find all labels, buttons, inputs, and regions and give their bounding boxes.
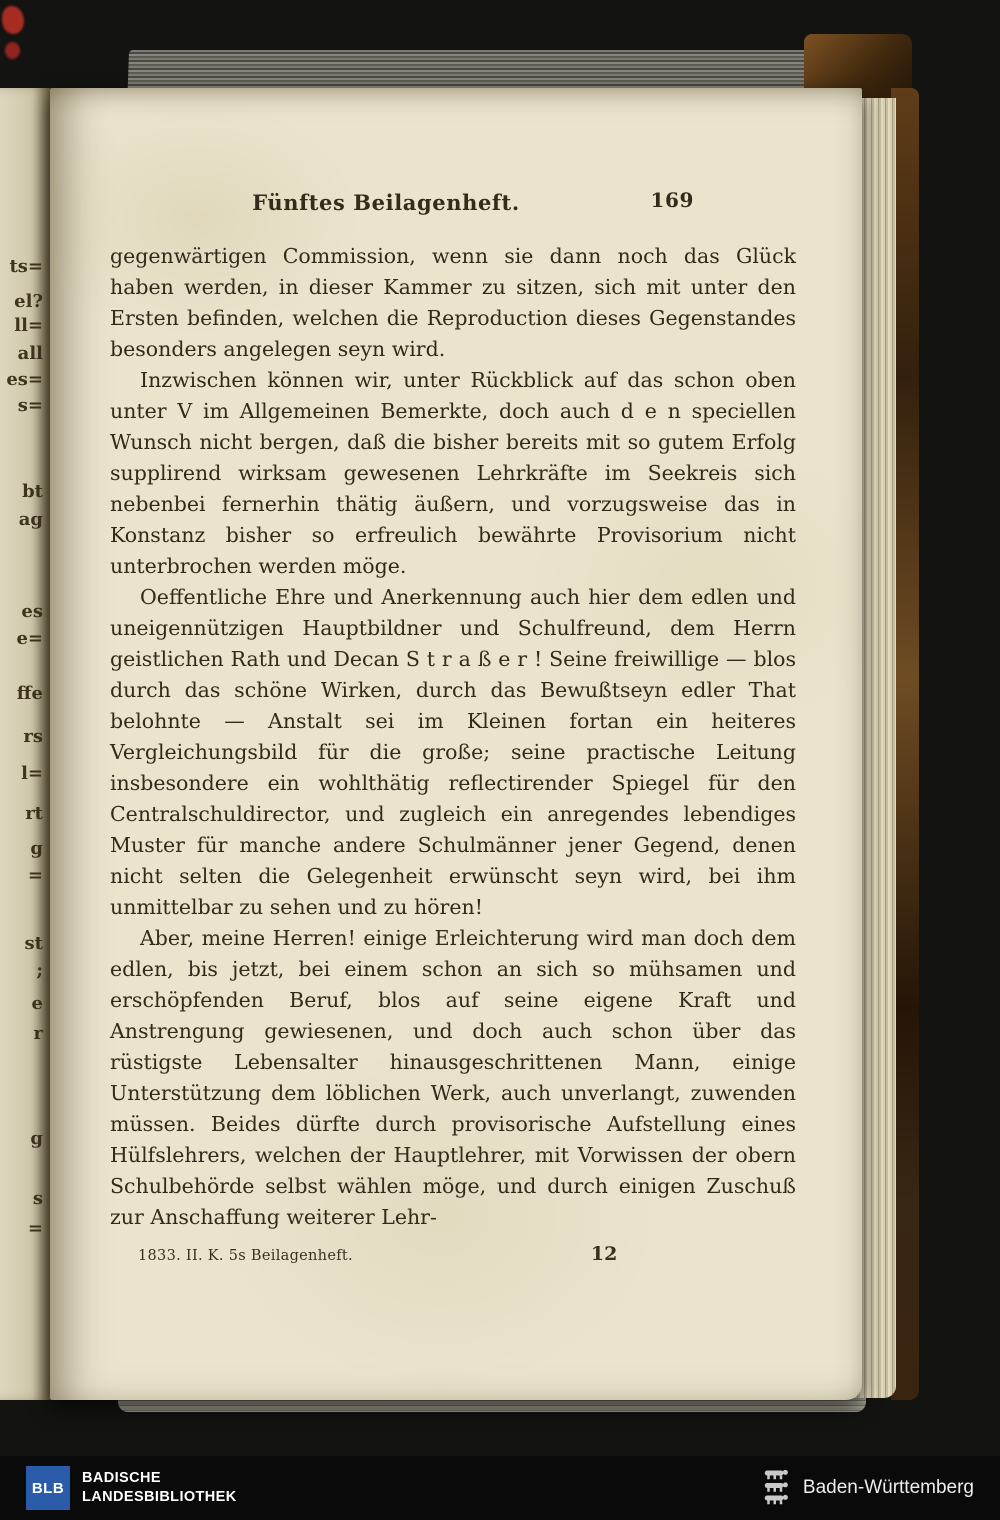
cutoff-text-fragment: ts= [9, 256, 43, 277]
cutoff-text-fragment: g [30, 838, 43, 859]
page-paragraph: Inzwischen können wir, unter Rückblick auf das schon oben unter V im Allgemeinen Bemerkte, doch auch d e n speciellen Wunsch nicht bergen, daß die bisher bereits mit so gutem Erfolg supplirend wirksam gewesenen Lehrkräfte im Seekreis sich nebenbei fernerhin thätig äußern, und vorzugsweise das in Konstanz bisher so erfreulich bewährte Provisorium nicht unterbrochen werden möge. [110, 368, 796, 578]
cutoff-text-fragment: ll= [14, 315, 43, 336]
cutoff-text-fragment: s [32, 1188, 43, 1209]
printer-signature: 1833. II. K. 5s Beilagenheft. [138, 1248, 353, 1264]
cutoff-text-fragment: g [30, 1128, 43, 1149]
book-page [50, 88, 862, 1400]
cutoff-text-fragment: rt [25, 803, 43, 824]
state-identity [761, 1468, 974, 1508]
cutoff-text-fragment: es [21, 601, 43, 622]
library-branding-bar [0, 1456, 1000, 1520]
library-name [82, 1469, 237, 1507]
page-text-block [50, 215, 862, 1233]
facing-page-sliver [0, 88, 50, 1400]
cutoff-text-fragment: s= [17, 395, 43, 416]
cutoff-text-fragment: = [27, 1218, 43, 1239]
cutoff-text-fragment: ; [36, 960, 43, 981]
sheet-number: 12 [590, 1243, 618, 1265]
library-name-line1: BADISCHE [82, 1470, 161, 1487]
cutoff-text-fragment: e [31, 993, 43, 1014]
cutoff-text-fragment: st [24, 933, 43, 954]
page-footer [50, 1233, 862, 1265]
red-stamp-mark [2, 6, 24, 34]
cutoff-text-fragment: ag [18, 509, 43, 530]
page-number: 169 [650, 188, 694, 212]
library-name-line2: LANDESBIBLIOTHEK [82, 1489, 237, 1505]
cutoff-text-fragment: es= [6, 369, 43, 390]
cutoff-text-fragment: = [27, 865, 43, 886]
book-bottom-page-stack [118, 1398, 866, 1412]
page-paragraph: gegenwärtigen Commission, wenn sie dann noch das Glück haben werden, in dieser Kammer zu sitzen, sich mit unter den Ersten befinden, welchen die Reproduction dieses Gegenstandes besonders angelegen seyn wird. [110, 244, 796, 361]
state-name: Baden-Württemberg [802, 1477, 974, 1498]
page-paragraph: Aber, meine Herren! einige Erleichterung wird man doch dem edlen, bis jetzt, bei einem schon an sich so mühsamen und erschöpfenden Beruf, blos auf seine eigene Kraft und Anstrengung gewiesenen, und doch auch schon über das rüstigste Lebensalter hinausgeschrittenen Mann, einige Unterstützung dem löblichen Werk, auch unverlangt, zuwenden müssen. Beides dürfte durch provisorische Aufstellung eines Hülfslehrers, welchen der Hauptlehrer, mit Vorwissen der obern Schulbehörde selbst wählen möge, und durch einigen Zuschuß zur Anschaffung weiterer Lehr- [110, 926, 796, 1229]
blb-logo: BLB [26, 1466, 70, 1510]
cutoff-text-fragment: ffe [16, 683, 43, 704]
cutoff-text-fragment: e= [16, 628, 43, 649]
cutoff-text-fragment: bt [22, 481, 43, 502]
cutoff-text-fragment: el? [14, 291, 43, 312]
red-stamp-mark [5, 42, 20, 59]
chapter-title: Fünftes Beilagenheft. [252, 190, 520, 215]
cutoff-text-fragment: all [17, 343, 43, 364]
running-header [50, 190, 862, 215]
library-identity [26, 1466, 237, 1510]
cutoff-text-fragment: l= [21, 763, 43, 784]
bw-coat-of-arms-icon [761, 1468, 791, 1508]
cutoff-text-fragment: rs [23, 726, 43, 747]
cutoff-text-fragment: r [33, 1023, 43, 1044]
page-paragraph: Oeffentliche Ehre und Anerkennung auch hier dem edlen und uneigennützigen Hauptbildner und Schulfreund, dem Herrn geistlichen Rath und Decan S t r a ß e r ! Seine freiwillige — blos durch das schöne Wirken, durch das Bewußtseyn edler That belohnte — Anstalt sei im Kleinen fortan ein heiteres Vergleichungsbild für die große; seine practische Leitung insbesondere ein wohlthätig reflectirender Spiegel für den Centralschuldirector, und zugleich ein anregendes lebendiges Muster für manche andere Schulmänner jener Gegend, denen nicht selten die Gelegenheit erwünscht seyn wird, bei ihm unmittelbar zu sehen und zu hören! [110, 585, 796, 919]
